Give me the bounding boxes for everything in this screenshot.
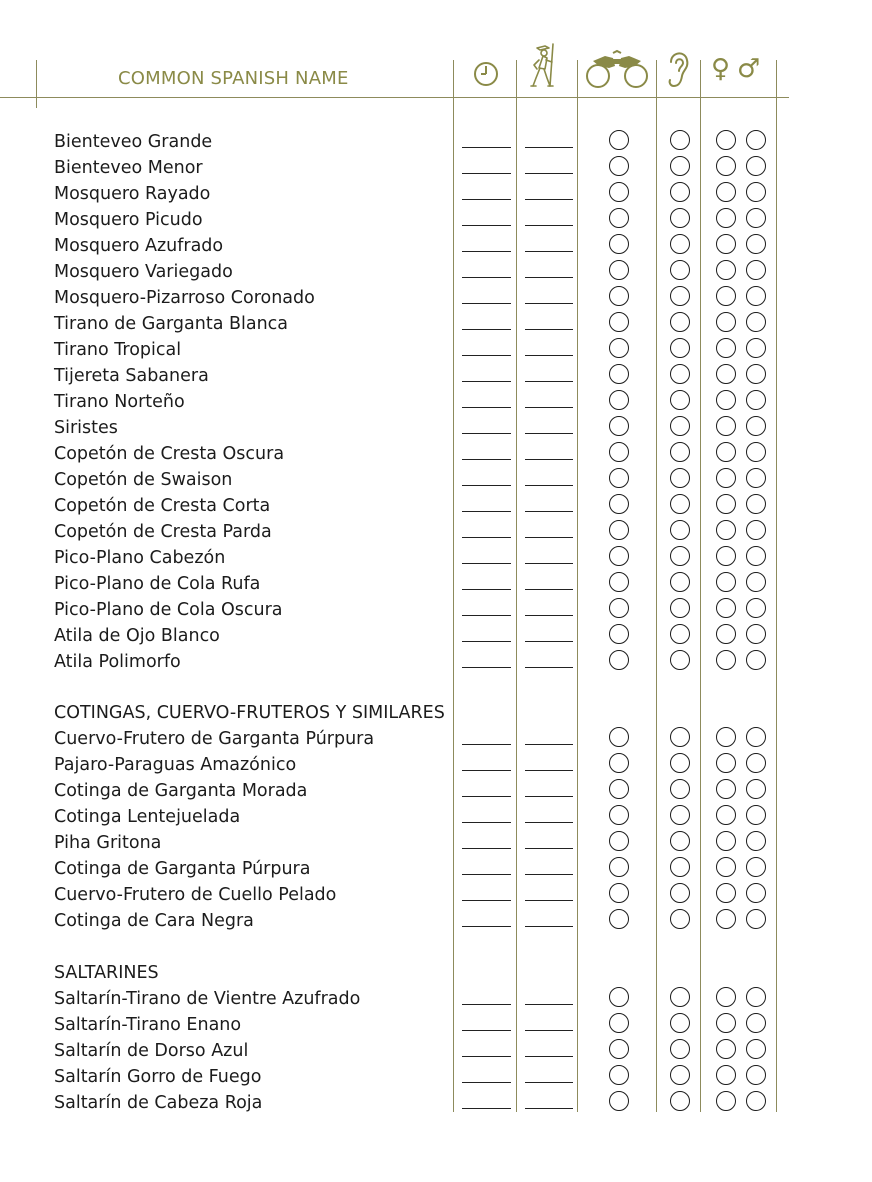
- species-name: Cuervo-Frutero de Garganta Púrpura: [54, 729, 375, 749]
- time-blank-field[interactable]: [462, 1030, 511, 1031]
- heard-checkbox[interactable]: [670, 624, 690, 644]
- time-blank-field[interactable]: [462, 796, 511, 797]
- male-checkbox[interactable]: [746, 650, 766, 670]
- female-checkbox[interactable]: [716, 364, 736, 384]
- heard-checkbox[interactable]: [670, 442, 690, 462]
- location-blank-field[interactable]: [525, 225, 573, 226]
- female-checkbox[interactable]: [716, 416, 736, 436]
- list-item: [0, 623, 872, 649]
- time-blank-field[interactable]: [462, 251, 511, 252]
- time-blank-field[interactable]: [462, 667, 511, 668]
- male-checkbox[interactable]: [746, 624, 766, 644]
- female-checkbox[interactable]: [716, 624, 736, 644]
- list-item: [0, 649, 872, 675]
- time-blank-field[interactable]: [462, 147, 511, 148]
- male-checkbox[interactable]: [746, 312, 766, 332]
- male-checkbox[interactable]: [746, 727, 766, 747]
- list-item: [0, 726, 872, 752]
- time-blank-field[interactable]: [462, 537, 511, 538]
- heard-checkbox[interactable]: [670, 987, 690, 1007]
- species-name: Saltarín-Tirano de Vientre Azufrado: [54, 989, 361, 1009]
- time-blank-field[interactable]: [462, 407, 511, 408]
- heard-checkbox[interactable]: [670, 520, 690, 540]
- species-name: Cotinga Lentejuelada: [54, 807, 241, 827]
- time-blank-field[interactable]: [462, 225, 511, 226]
- seen-checkbox[interactable]: [609, 390, 629, 410]
- heard-checkbox[interactable]: [670, 1091, 690, 1111]
- time-blank-field[interactable]: [462, 563, 511, 564]
- location-blank-field[interactable]: [525, 511, 573, 512]
- location-blank-field[interactable]: [525, 1030, 573, 1031]
- location-blank-field[interactable]: [525, 900, 573, 901]
- male-checkbox[interactable]: [746, 857, 766, 877]
- location-blank-field[interactable]: [525, 641, 573, 642]
- heard-checkbox[interactable]: [670, 286, 690, 306]
- species-name: Cuervo-Frutero de Cuello Pelado: [54, 885, 337, 905]
- location-blank-field[interactable]: [525, 1108, 573, 1109]
- heard-checkbox[interactable]: [670, 312, 690, 332]
- seen-checkbox[interactable]: [609, 260, 629, 280]
- list-item: [0, 1090, 872, 1116]
- species-name: Bienteveo Grande: [54, 132, 213, 152]
- male-checkbox[interactable]: [746, 1013, 766, 1033]
- seen-checkbox[interactable]: [609, 286, 629, 306]
- heard-checkbox[interactable]: [670, 338, 690, 358]
- female-checkbox[interactable]: [716, 727, 736, 747]
- time-blank-field[interactable]: [462, 199, 511, 200]
- species-name: Mosquero Variegado: [54, 262, 233, 282]
- list-item: [0, 1012, 872, 1038]
- time-blank-field[interactable]: [462, 1082, 511, 1083]
- female-checkbox[interactable]: [716, 390, 736, 410]
- heard-checkbox[interactable]: [670, 468, 690, 488]
- female-checkbox[interactable]: [716, 182, 736, 202]
- male-checkbox[interactable]: [746, 442, 766, 462]
- female-checkbox[interactable]: [716, 779, 736, 799]
- clock-icon: [472, 60, 500, 92]
- location-blank-field[interactable]: [525, 1082, 573, 1083]
- list-item: [0, 986, 872, 1012]
- time-blank-field[interactable]: [462, 744, 511, 745]
- male-checkbox[interactable]: [746, 909, 766, 929]
- heard-checkbox[interactable]: [670, 182, 690, 202]
- location-blank-field[interactable]: [525, 1004, 573, 1005]
- location-blank-field[interactable]: [525, 537, 573, 538]
- female-checkbox[interactable]: [716, 805, 736, 825]
- time-blank-field[interactable]: [462, 926, 511, 927]
- male-symbol-icon: ♂: [737, 54, 761, 84]
- seen-checkbox[interactable]: [609, 1091, 629, 1111]
- location-blank-field[interactable]: [525, 848, 573, 849]
- heard-checkbox[interactable]: [670, 156, 690, 176]
- species-name: Copetón de Cresta Corta: [54, 496, 271, 516]
- section-title: COTINGAS, CUERVO-FRUTEROS Y SIMILARES: [54, 703, 445, 723]
- seen-checkbox[interactable]: [609, 156, 629, 176]
- heard-checkbox[interactable]: [670, 831, 690, 851]
- seen-checkbox[interactable]: [609, 883, 629, 903]
- seen-checkbox[interactable]: [609, 727, 629, 747]
- location-blank-field[interactable]: [525, 822, 573, 823]
- column-divider-left: [36, 60, 37, 108]
- male-checkbox[interactable]: [746, 130, 766, 150]
- time-blank-field[interactable]: [462, 900, 511, 901]
- female-checkbox[interactable]: [716, 338, 736, 358]
- location-blank-field[interactable]: [525, 615, 573, 616]
- seen-checkbox[interactable]: [609, 753, 629, 773]
- list-item: [0, 389, 872, 415]
- female-checkbox[interactable]: [716, 883, 736, 903]
- female-checkbox[interactable]: [716, 1065, 736, 1085]
- female-checkbox[interactable]: [716, 1091, 736, 1111]
- female-checkbox[interactable]: [716, 468, 736, 488]
- female-checkbox[interactable]: [716, 650, 736, 670]
- location-blank-field[interactable]: [525, 744, 573, 745]
- seen-checkbox[interactable]: [609, 1039, 629, 1059]
- heard-checkbox[interactable]: [670, 753, 690, 773]
- female-symbol-icon: ♀: [711, 54, 731, 84]
- seen-checkbox[interactable]: [609, 987, 629, 1007]
- seen-checkbox[interactable]: [609, 520, 629, 540]
- male-checkbox[interactable]: [746, 182, 766, 202]
- species-name: Tirano Tropical: [54, 340, 182, 360]
- female-checkbox[interactable]: [716, 234, 736, 254]
- female-checkbox[interactable]: [716, 156, 736, 176]
- species-name: Mosquero Azufrado: [54, 236, 224, 256]
- seen-checkbox[interactable]: [609, 494, 629, 514]
- location-blank-field[interactable]: [525, 926, 573, 927]
- male-checkbox[interactable]: [746, 1039, 766, 1059]
- species-name: Copetón de Cresta Oscura: [54, 444, 285, 464]
- heard-checkbox[interactable]: [670, 598, 690, 618]
- male-checkbox[interactable]: [746, 572, 766, 592]
- heard-checkbox[interactable]: [670, 364, 690, 384]
- time-blank-field[interactable]: [462, 589, 511, 590]
- female-checkbox[interactable]: [716, 1013, 736, 1033]
- heard-checkbox[interactable]: [670, 494, 690, 514]
- seen-checkbox[interactable]: [609, 130, 629, 150]
- list-item: [0, 207, 872, 233]
- seen-checkbox[interactable]: [609, 442, 629, 462]
- male-checkbox[interactable]: [746, 494, 766, 514]
- time-blank-field[interactable]: [462, 433, 511, 434]
- list-item: [0, 155, 872, 181]
- location-blank-field[interactable]: [525, 485, 573, 486]
- male-checkbox[interactable]: [746, 338, 766, 358]
- female-checkbox[interactable]: [716, 753, 736, 773]
- species-name: Tirano de Garganta Blanca: [54, 314, 289, 334]
- heard-checkbox[interactable]: [670, 779, 690, 799]
- female-checkbox[interactable]: [716, 442, 736, 462]
- seen-checkbox[interactable]: [609, 909, 629, 929]
- list-item: [0, 778, 872, 804]
- list-item: [0, 1038, 872, 1064]
- species-name: Cotinga de Garganta Púrpura: [54, 859, 311, 879]
- species-name: Tijereta Sabanera: [54, 366, 209, 386]
- seen-checkbox[interactable]: [609, 1013, 629, 1033]
- female-checkbox[interactable]: [716, 572, 736, 592]
- location-blank-field[interactable]: [525, 329, 573, 330]
- column-title: COMMON SPANISH NAME: [118, 68, 349, 89]
- seen-checkbox[interactable]: [609, 312, 629, 332]
- male-checkbox[interactable]: [746, 390, 766, 410]
- location-blank-field[interactable]: [525, 667, 573, 668]
- list-item: [0, 363, 872, 389]
- location-blank-field[interactable]: [525, 770, 573, 771]
- section-title: SALTARINES: [54, 963, 159, 983]
- seen-checkbox[interactable]: [609, 624, 629, 644]
- female-checkbox[interactable]: [716, 260, 736, 280]
- seen-checkbox[interactable]: [609, 234, 629, 254]
- seen-checkbox[interactable]: [609, 208, 629, 228]
- time-blank-field[interactable]: [462, 173, 511, 174]
- female-checkbox[interactable]: [716, 520, 736, 540]
- time-blank-field[interactable]: [462, 641, 511, 642]
- seen-checkbox[interactable]: [609, 805, 629, 825]
- seen-checkbox[interactable]: [609, 831, 629, 851]
- seen-checkbox[interactable]: [609, 1065, 629, 1085]
- female-checkbox[interactable]: [716, 546, 736, 566]
- heard-checkbox[interactable]: [670, 260, 690, 280]
- female-checkbox[interactable]: [716, 312, 736, 332]
- list-item: [0, 804, 872, 830]
- list-item: [0, 337, 872, 363]
- heard-checkbox[interactable]: [670, 883, 690, 903]
- time-blank-field[interactable]: [462, 485, 511, 486]
- list-item: [0, 545, 872, 571]
- list-item: [0, 415, 872, 441]
- male-checkbox[interactable]: [746, 883, 766, 903]
- female-checkbox[interactable]: [716, 130, 736, 150]
- species-name: Cotinga de Garganta Morada: [54, 781, 308, 801]
- female-checkbox[interactable]: [716, 208, 736, 228]
- location-blank-field[interactable]: [525, 173, 573, 174]
- species-name: Saltarín de Dorso Azul: [54, 1041, 249, 1061]
- heard-checkbox[interactable]: [670, 805, 690, 825]
- male-checkbox[interactable]: [746, 546, 766, 566]
- male-checkbox[interactable]: [746, 1065, 766, 1085]
- female-checkbox[interactable]: [716, 598, 736, 618]
- seen-checkbox[interactable]: [609, 598, 629, 618]
- time-blank-field[interactable]: [462, 874, 511, 875]
- species-name: Siristes: [54, 418, 118, 438]
- species-name: Saltarín-Tirano Enano: [54, 1015, 242, 1035]
- time-blank-field[interactable]: [462, 459, 511, 460]
- female-checkbox[interactable]: [716, 909, 736, 929]
- location-blank-field[interactable]: [525, 277, 573, 278]
- species-name: Pico-Plano de Cola Rufa: [54, 574, 261, 594]
- list-item: [0, 571, 872, 597]
- location-blank-field[interactable]: [525, 589, 573, 590]
- heard-checkbox[interactable]: [670, 416, 690, 436]
- male-checkbox[interactable]: [746, 286, 766, 306]
- location-blank-field[interactable]: [525, 433, 573, 434]
- male-checkbox[interactable]: [746, 1091, 766, 1111]
- species-name: Copetón de Cresta Parda: [54, 522, 272, 542]
- seen-checkbox[interactable]: [609, 650, 629, 670]
- list-item: [0, 441, 872, 467]
- location-blank-field[interactable]: [525, 147, 573, 148]
- location-blank-field[interactable]: [525, 796, 573, 797]
- location-blank-field[interactable]: [525, 459, 573, 460]
- list-item: [0, 830, 872, 856]
- location-blank-field[interactable]: [525, 1056, 573, 1057]
- male-checkbox[interactable]: [746, 753, 766, 773]
- ear-icon: [665, 48, 691, 94]
- female-checkbox[interactable]: [716, 831, 736, 851]
- species-name: Pico-Plano Cabezón: [54, 548, 226, 568]
- species-name: Atila Polimorfo: [54, 652, 181, 672]
- female-checkbox[interactable]: [716, 286, 736, 306]
- location-blank-field[interactable]: [525, 381, 573, 382]
- seen-checkbox[interactable]: [609, 338, 629, 358]
- heard-checkbox[interactable]: [670, 650, 690, 670]
- location-blank-field[interactable]: [525, 355, 573, 356]
- seen-checkbox[interactable]: [609, 182, 629, 202]
- time-blank-field[interactable]: [462, 277, 511, 278]
- list-item: [0, 129, 872, 155]
- list-item: [0, 1064, 872, 1090]
- time-blank-field[interactable]: [462, 615, 511, 616]
- male-checkbox[interactable]: [746, 520, 766, 540]
- list-item: [0, 882, 872, 908]
- male-checkbox[interactable]: [746, 779, 766, 799]
- time-blank-field[interactable]: [462, 511, 511, 512]
- male-checkbox[interactable]: [746, 416, 766, 436]
- species-name: Bienteveo Menor: [54, 158, 203, 178]
- male-checkbox[interactable]: [746, 364, 766, 384]
- list-item: [0, 597, 872, 623]
- time-blank-field[interactable]: [462, 1108, 511, 1109]
- time-blank-field[interactable]: [462, 381, 511, 382]
- heard-checkbox[interactable]: [670, 572, 690, 592]
- species-name: Mosquero-Pizarroso Coronado: [54, 288, 315, 308]
- female-checkbox[interactable]: [716, 1039, 736, 1059]
- male-checkbox[interactable]: [746, 987, 766, 1007]
- list-item: [0, 752, 872, 778]
- male-checkbox[interactable]: [746, 468, 766, 488]
- female-checkbox[interactable]: [716, 857, 736, 877]
- male-checkbox[interactable]: [746, 234, 766, 254]
- seen-checkbox[interactable]: [609, 364, 629, 384]
- list-item: [0, 233, 872, 259]
- hiker-icon: [526, 42, 566, 92]
- species-name: Saltarín Gorro de Fuego: [54, 1067, 262, 1087]
- list-item: [0, 285, 872, 311]
- heard-checkbox[interactable]: [670, 208, 690, 228]
- species-name: Cotinga de Cara Negra: [54, 911, 254, 931]
- time-blank-field[interactable]: [462, 303, 511, 304]
- heard-checkbox[interactable]: [670, 390, 690, 410]
- species-name: Pajaro-Paraguas Amazónico: [54, 755, 297, 775]
- species-name: Atila de Ojo Blanco: [54, 626, 220, 646]
- species-name: Mosquero Rayado: [54, 184, 211, 204]
- species-name: Mosquero Picudo: [54, 210, 203, 230]
- species-name: Piha Gritona: [54, 833, 162, 853]
- seen-checkbox[interactable]: [609, 779, 629, 799]
- time-blank-field[interactable]: [462, 770, 511, 771]
- time-blank-field[interactable]: [462, 1056, 511, 1057]
- male-checkbox[interactable]: [746, 598, 766, 618]
- male-checkbox[interactable]: [746, 156, 766, 176]
- heard-checkbox[interactable]: [670, 857, 690, 877]
- seen-checkbox[interactable]: [609, 468, 629, 488]
- time-blank-field[interactable]: [462, 355, 511, 356]
- heard-checkbox[interactable]: [670, 1065, 690, 1085]
- male-checkbox[interactable]: [746, 805, 766, 825]
- list-item: [0, 856, 872, 882]
- list-item: [0, 908, 872, 934]
- list-item: [0, 467, 872, 493]
- location-blank-field[interactable]: [525, 563, 573, 564]
- location-blank-field[interactable]: [525, 199, 573, 200]
- location-blank-field[interactable]: [525, 407, 573, 408]
- heard-checkbox[interactable]: [670, 727, 690, 747]
- time-blank-field[interactable]: [462, 329, 511, 330]
- list-item: [0, 311, 872, 337]
- species-name: Saltarín de Cabeza Roja: [54, 1093, 263, 1113]
- species-name: Tirano Norteño: [54, 392, 185, 412]
- list-item: [0, 493, 872, 519]
- heard-checkbox[interactable]: [670, 234, 690, 254]
- list-item: [0, 259, 872, 285]
- male-checkbox[interactable]: [746, 831, 766, 851]
- heard-checkbox[interactable]: [670, 1013, 690, 1033]
- seen-checkbox[interactable]: [609, 546, 629, 566]
- binoculars-icon: [583, 48, 653, 94]
- heard-checkbox[interactable]: [670, 909, 690, 929]
- heard-checkbox[interactable]: [670, 130, 690, 150]
- time-blank-field[interactable]: [462, 1004, 511, 1005]
- time-blank-field[interactable]: [462, 822, 511, 823]
- location-blank-field[interactable]: [525, 874, 573, 875]
- heard-checkbox[interactable]: [670, 1039, 690, 1059]
- male-checkbox[interactable]: [746, 260, 766, 280]
- location-blank-field[interactable]: [525, 251, 573, 252]
- species-name: Copetón de Swaison: [54, 470, 233, 490]
- female-checkbox[interactable]: [716, 987, 736, 1007]
- seen-checkbox[interactable]: [609, 857, 629, 877]
- male-checkbox[interactable]: [746, 208, 766, 228]
- header-rule: [0, 97, 789, 98]
- heard-checkbox[interactable]: [670, 546, 690, 566]
- location-blank-field[interactable]: [525, 303, 573, 304]
- female-checkbox[interactable]: [716, 494, 736, 514]
- time-blank-field[interactable]: [462, 848, 511, 849]
- list-item: [0, 181, 872, 207]
- list-item: [0, 519, 872, 545]
- seen-checkbox[interactable]: [609, 416, 629, 436]
- seen-checkbox[interactable]: [609, 572, 629, 592]
- species-name: Pico-Plano de Cola Oscura: [54, 600, 283, 620]
